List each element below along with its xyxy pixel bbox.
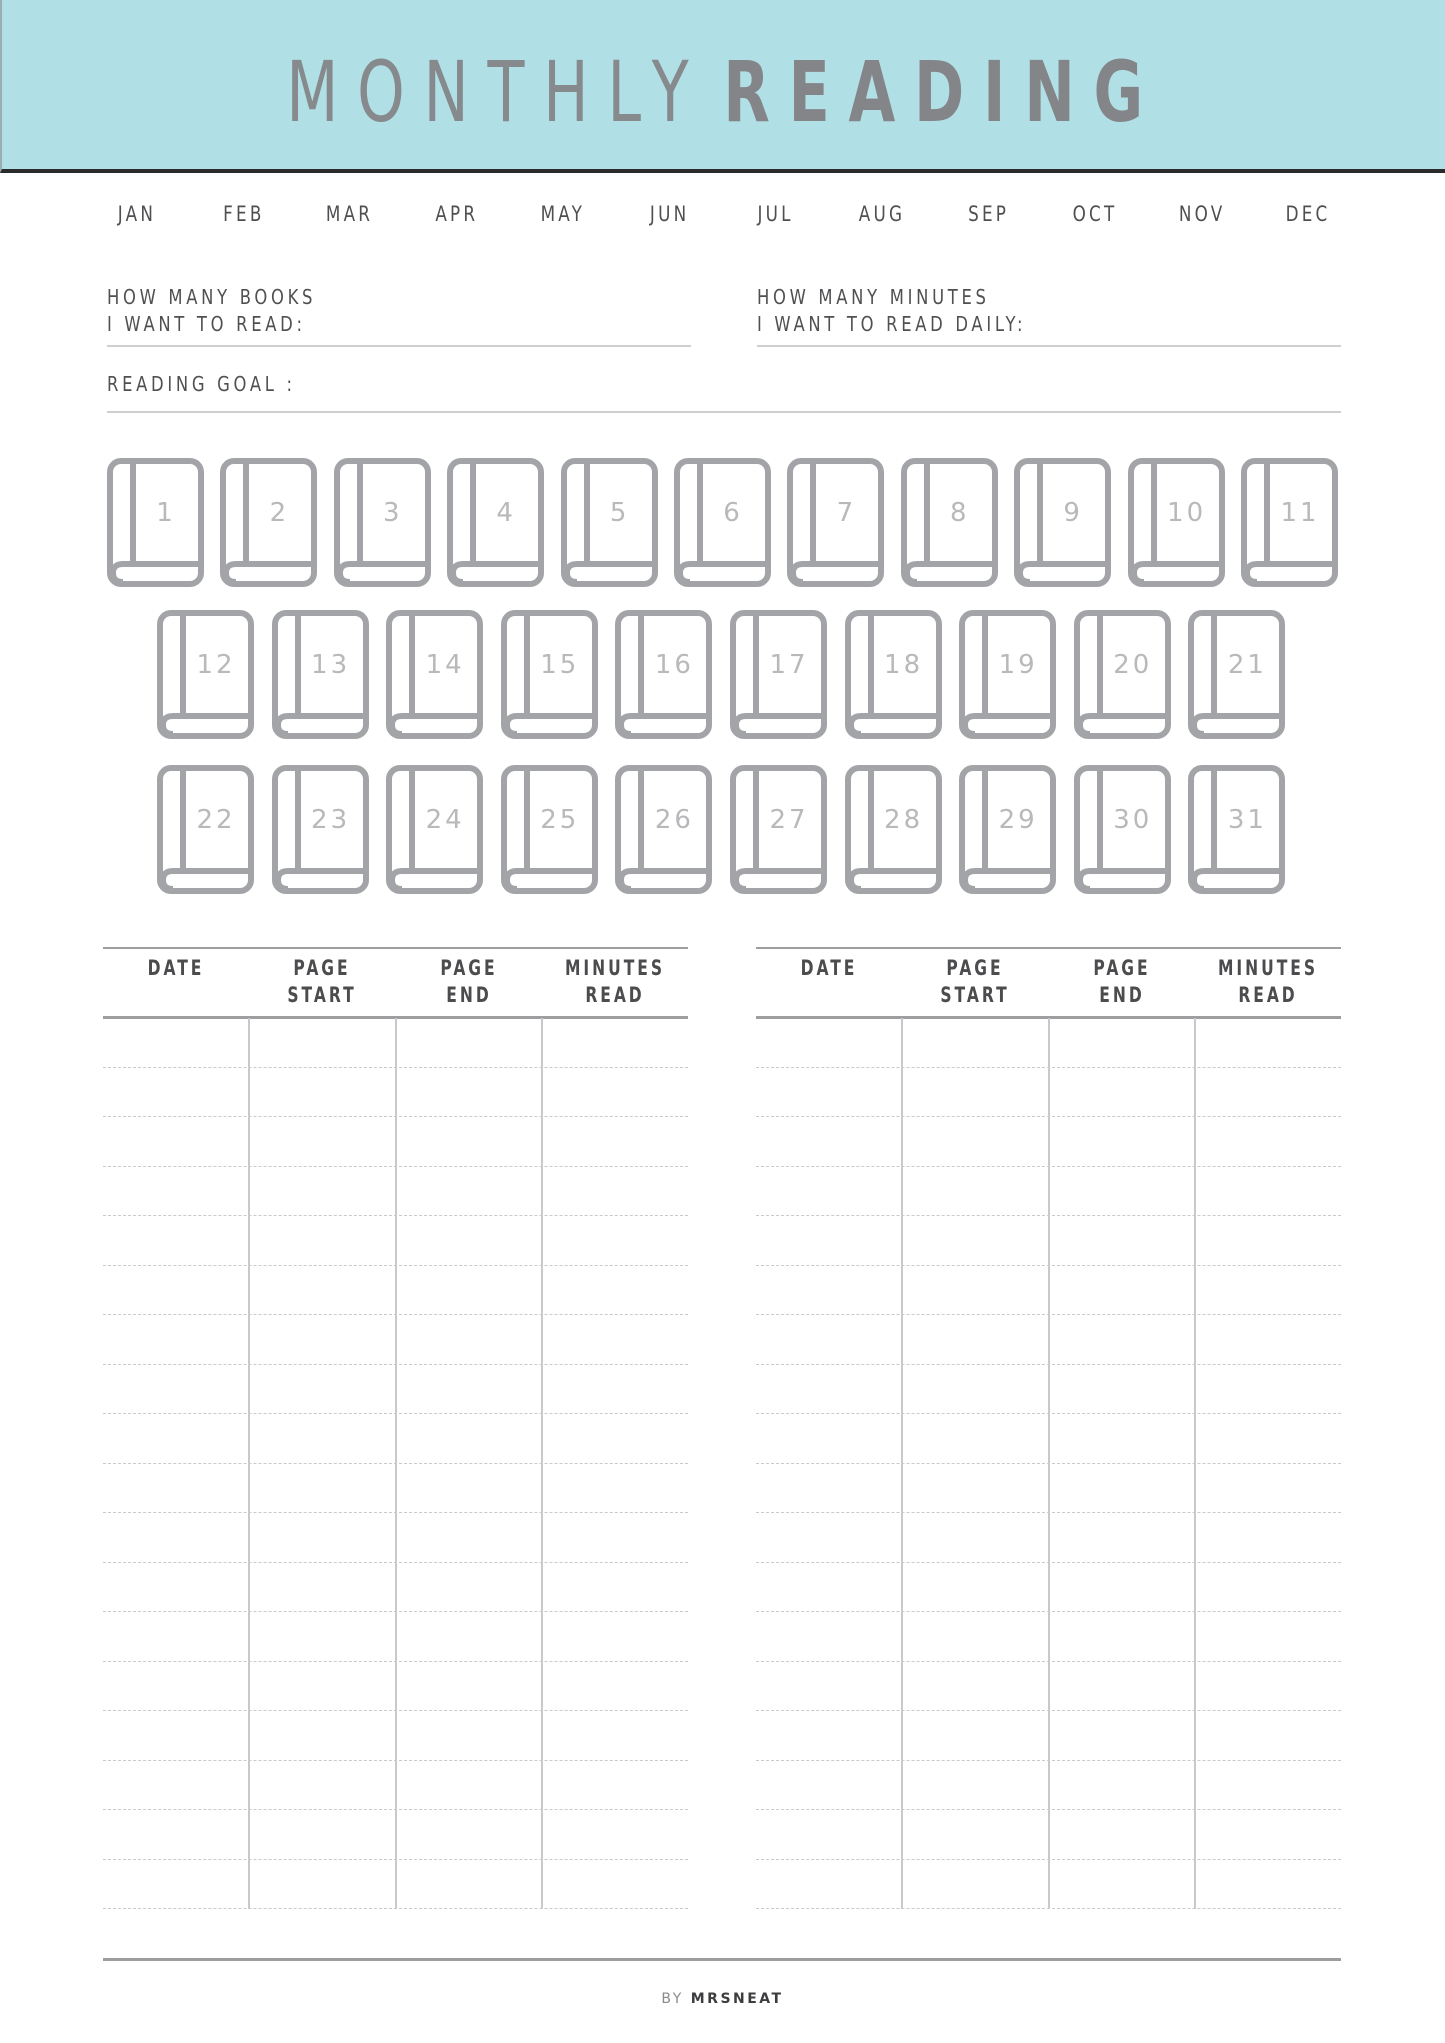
book-day-number: 23 bbox=[311, 805, 351, 835]
log-cell[interactable] bbox=[396, 1068, 542, 1118]
log-cell[interactable] bbox=[542, 1068, 688, 1118]
column-header-line1: PAGE bbox=[439, 956, 498, 980]
book-day-number: 12 bbox=[196, 650, 236, 680]
log-cell[interactable] bbox=[542, 1810, 688, 1860]
book-day-1[interactable] bbox=[107, 458, 204, 587]
log-cell[interactable] bbox=[249, 1612, 395, 1662]
log-cell[interactable] bbox=[1049, 1464, 1195, 1514]
log-cell[interactable] bbox=[1049, 1414, 1195, 1464]
book-day-5[interactable] bbox=[561, 458, 658, 587]
log-cell[interactable] bbox=[396, 1513, 542, 1563]
book-day-4[interactable] bbox=[447, 458, 544, 587]
book-day-number: 18 bbox=[884, 650, 924, 680]
log-cell[interactable] bbox=[756, 1464, 902, 1514]
log-cell[interactable] bbox=[396, 1662, 542, 1712]
log-cell[interactable] bbox=[902, 1464, 1048, 1514]
book-day-20[interactable] bbox=[1074, 610, 1171, 739]
log-cell[interactable] bbox=[902, 1266, 1048, 1316]
log-cell[interactable] bbox=[1049, 1860, 1195, 1910]
log-cell[interactable] bbox=[103, 1612, 249, 1662]
book-day-19[interactable] bbox=[959, 610, 1056, 739]
log-cell[interactable] bbox=[542, 1266, 688, 1316]
book-day-number: 17 bbox=[769, 650, 809, 680]
month-nov[interactable] bbox=[1157, 200, 1247, 228]
log-cell[interactable] bbox=[249, 1117, 395, 1167]
column-header-line2: END bbox=[1098, 983, 1145, 1007]
column-header-minutes-read bbox=[542, 955, 688, 1009]
column-header-line1: DATE bbox=[800, 956, 858, 980]
log-cell[interactable] bbox=[902, 1414, 1048, 1464]
log-cell[interactable] bbox=[1195, 1315, 1341, 1365]
log-cell[interactable] bbox=[902, 1860, 1048, 1910]
month-label: MAR bbox=[326, 202, 374, 226]
log-cell[interactable] bbox=[396, 1563, 542, 1613]
month-label: JAN bbox=[117, 202, 157, 226]
log-cell[interactable] bbox=[103, 1167, 249, 1217]
log-cell[interactable] bbox=[902, 1167, 1048, 1217]
book-day-23[interactable] bbox=[272, 765, 369, 894]
month-jul[interactable] bbox=[731, 200, 821, 228]
log-cell[interactable] bbox=[249, 1810, 395, 1860]
month-label: NOV bbox=[1178, 202, 1226, 226]
log-cell[interactable] bbox=[103, 1810, 249, 1860]
reading-goal-field[interactable] bbox=[107, 411, 1341, 413]
log-cell[interactable] bbox=[756, 1117, 902, 1167]
book-day-17[interactable] bbox=[730, 610, 827, 739]
log-cell[interactable] bbox=[249, 1167, 395, 1217]
book-day-number: 28 bbox=[884, 805, 924, 835]
log-cell[interactable] bbox=[542, 1662, 688, 1712]
log-cell[interactable] bbox=[542, 1513, 688, 1563]
book-day-number: 29 bbox=[998, 805, 1038, 835]
book-day-15[interactable] bbox=[501, 610, 598, 739]
book-day-26[interactable] bbox=[615, 765, 712, 894]
book-day-number: 15 bbox=[540, 650, 580, 680]
column-header-page-start bbox=[249, 955, 395, 1009]
book-day-number: 20 bbox=[1113, 650, 1153, 680]
log-cell[interactable] bbox=[542, 1464, 688, 1514]
book-day-3[interactable] bbox=[334, 458, 431, 587]
column-header-line2: READ bbox=[1238, 983, 1298, 1007]
book-day-9[interactable] bbox=[1014, 458, 1111, 587]
book-day-number: 30 bbox=[1113, 805, 1153, 835]
log-cell[interactable] bbox=[103, 1761, 249, 1811]
book-day-11[interactable] bbox=[1241, 458, 1338, 587]
book-day-number: 19 bbox=[998, 650, 1038, 680]
log-cell[interactable] bbox=[103, 1513, 249, 1563]
minutes-goal-label bbox=[757, 284, 1085, 338]
book-day-16[interactable] bbox=[615, 610, 712, 739]
log-cell[interactable] bbox=[756, 1365, 902, 1415]
log-cell[interactable] bbox=[756, 1414, 902, 1464]
log-cell[interactable] bbox=[756, 1018, 902, 1068]
log-cell[interactable] bbox=[902, 1117, 1048, 1167]
month-sep[interactable] bbox=[944, 200, 1034, 228]
book-day-10[interactable] bbox=[1128, 458, 1225, 587]
log-cell[interactable] bbox=[1049, 1761, 1195, 1811]
column-header-line2: START bbox=[940, 983, 1010, 1007]
title-light: MONTHLY bbox=[286, 43, 708, 141]
title-bold: READING bbox=[723, 43, 1163, 141]
book-day-number: 27 bbox=[769, 805, 809, 835]
log-cell[interactable] bbox=[756, 1315, 902, 1365]
log-cell[interactable] bbox=[542, 1018, 688, 1068]
log-cell[interactable] bbox=[756, 1068, 902, 1118]
book-day-number: 11 bbox=[1280, 498, 1320, 528]
log-cell[interactable] bbox=[902, 1315, 1048, 1365]
table-top-rule bbox=[756, 947, 1341, 949]
log-cell[interactable] bbox=[542, 1365, 688, 1415]
log-cell[interactable] bbox=[249, 1266, 395, 1316]
reading-goal-label-text: READING GOAL : bbox=[107, 372, 296, 396]
log-cell[interactable] bbox=[1049, 1266, 1195, 1316]
log-cell[interactable] bbox=[249, 1068, 395, 1118]
log-cell[interactable] bbox=[756, 1513, 902, 1563]
log-cell[interactable] bbox=[103, 1464, 249, 1514]
log-cell[interactable] bbox=[1195, 1068, 1341, 1118]
book-day-number: 24 bbox=[425, 805, 465, 835]
column-header-line2: END bbox=[445, 983, 492, 1007]
log-cell[interactable] bbox=[1049, 1662, 1195, 1712]
log-cell[interactable] bbox=[1049, 1563, 1195, 1613]
reading-goal-label bbox=[107, 371, 337, 398]
book-day-25[interactable] bbox=[501, 765, 598, 894]
log-cell[interactable] bbox=[249, 1662, 395, 1712]
credit-by: BY bbox=[661, 1991, 684, 2007]
log-cell[interactable] bbox=[542, 1761, 688, 1811]
book-day-24[interactable] bbox=[386, 765, 483, 894]
log-cell[interactable] bbox=[542, 1860, 688, 1910]
log-cell[interactable] bbox=[103, 1662, 249, 1712]
log-cell[interactable] bbox=[103, 1563, 249, 1613]
column-header-line1: DATE bbox=[147, 956, 205, 980]
book-day-14[interactable] bbox=[386, 610, 483, 739]
log-cell[interactable] bbox=[902, 1612, 1048, 1662]
book-day-number: 1 bbox=[156, 498, 176, 528]
book-day-31[interactable] bbox=[1188, 765, 1285, 894]
month-apr[interactable] bbox=[412, 200, 502, 228]
log-cell[interactable] bbox=[249, 1018, 395, 1068]
books-goal-field[interactable] bbox=[107, 345, 691, 347]
month-mar[interactable] bbox=[305, 200, 395, 228]
log-cell[interactable] bbox=[396, 1216, 542, 1266]
log-cell[interactable] bbox=[756, 1167, 902, 1217]
log-cell[interactable] bbox=[542, 1711, 688, 1761]
book-day-number: 2 bbox=[269, 498, 290, 528]
log-cell[interactable] bbox=[542, 1167, 688, 1217]
month-selector bbox=[0, 200, 1445, 228]
log-cell[interactable] bbox=[249, 1414, 395, 1464]
month-dec[interactable] bbox=[1264, 200, 1354, 228]
minutes-goal-field[interactable] bbox=[757, 345, 1341, 347]
log-cell[interactable] bbox=[1195, 1266, 1341, 1316]
column-header-date bbox=[756, 955, 902, 982]
log-cell[interactable] bbox=[103, 1117, 249, 1167]
column-header-line2: READ bbox=[585, 983, 645, 1007]
month-label: JUN bbox=[649, 202, 690, 226]
log-cell[interactable] bbox=[396, 1414, 542, 1464]
column-header-minutes-read bbox=[1195, 955, 1341, 1009]
book-day-number: 26 bbox=[654, 805, 694, 835]
month-label: AUG bbox=[859, 202, 906, 226]
book-day-number: 10 bbox=[1167, 498, 1207, 528]
book-day-30[interactable] bbox=[1074, 765, 1171, 894]
log-cell[interactable] bbox=[1195, 1167, 1341, 1217]
book-day-13[interactable] bbox=[272, 610, 369, 739]
log-cell[interactable] bbox=[756, 1761, 902, 1811]
month-label: FEB bbox=[222, 202, 265, 226]
log-cell[interactable] bbox=[396, 1365, 542, 1415]
log-cell[interactable] bbox=[542, 1563, 688, 1613]
month-jun[interactable] bbox=[625, 200, 715, 228]
table-row-divider bbox=[756, 1908, 1341, 1909]
log-cell[interactable] bbox=[396, 1018, 542, 1068]
log-cell[interactable] bbox=[396, 1117, 542, 1167]
log-cell[interactable] bbox=[542, 1216, 688, 1266]
log-cell[interactable] bbox=[1195, 1563, 1341, 1613]
log-cell[interactable] bbox=[1049, 1068, 1195, 1118]
book-day-7[interactable] bbox=[787, 458, 884, 587]
book-day-number: 6 bbox=[723, 498, 743, 528]
log-cell[interactable] bbox=[396, 1711, 542, 1761]
book-day-2[interactable] bbox=[220, 458, 317, 587]
log-cell[interactable] bbox=[396, 1464, 542, 1514]
log-cell[interactable] bbox=[249, 1464, 395, 1514]
month-jan[interactable] bbox=[92, 200, 182, 228]
table-row-divider bbox=[103, 1908, 688, 1909]
log-cell[interactable] bbox=[902, 1711, 1048, 1761]
log-cell[interactable] bbox=[756, 1563, 902, 1613]
log-cell[interactable] bbox=[1195, 1810, 1341, 1860]
book-day-number: 31 bbox=[1227, 805, 1267, 835]
log-cell[interactable] bbox=[902, 1662, 1048, 1712]
log-cell[interactable] bbox=[902, 1810, 1048, 1860]
log-cell[interactable] bbox=[1195, 1365, 1341, 1415]
log-cell[interactable] bbox=[542, 1117, 688, 1167]
month-may[interactable] bbox=[518, 200, 608, 228]
log-cell[interactable] bbox=[249, 1315, 395, 1365]
log-cell[interactable] bbox=[103, 1414, 249, 1464]
book-day-number: 16 bbox=[654, 650, 694, 680]
log-cell[interactable] bbox=[756, 1810, 902, 1860]
log-cell[interactable] bbox=[1049, 1018, 1195, 1068]
column-header-line1: MINUTES bbox=[1217, 956, 1318, 980]
log-cell[interactable] bbox=[1195, 1117, 1341, 1167]
log-cell[interactable] bbox=[902, 1216, 1048, 1266]
book-day-number: 21 bbox=[1227, 650, 1267, 680]
log-cell[interactable] bbox=[1049, 1810, 1195, 1860]
book-day-18[interactable] bbox=[845, 610, 942, 739]
log-cell[interactable] bbox=[1049, 1117, 1195, 1167]
log-cell[interactable] bbox=[249, 1365, 395, 1415]
books-goal-label bbox=[107, 284, 362, 338]
book-day-number: 4 bbox=[496, 498, 516, 528]
log-cell[interactable] bbox=[1195, 1761, 1341, 1811]
log-cell[interactable] bbox=[1049, 1216, 1195, 1266]
log-cell[interactable] bbox=[396, 1761, 542, 1811]
column-header-line2: START bbox=[287, 983, 357, 1007]
log-cell[interactable] bbox=[1049, 1612, 1195, 1662]
log-cell[interactable] bbox=[249, 1860, 395, 1910]
log-cell[interactable] bbox=[756, 1216, 902, 1266]
book-day-number: 7 bbox=[836, 498, 857, 528]
log-cell[interactable] bbox=[396, 1860, 542, 1910]
log-cell[interactable] bbox=[1195, 1018, 1341, 1068]
log-cell[interactable] bbox=[756, 1711, 902, 1761]
page-title bbox=[2, 42, 1445, 142]
log-cell[interactable] bbox=[103, 1711, 249, 1761]
log-cell[interactable] bbox=[1195, 1216, 1341, 1266]
month-label: JUL bbox=[757, 202, 795, 226]
column-header-page-end bbox=[1049, 955, 1195, 1009]
log-cell[interactable] bbox=[1195, 1464, 1341, 1514]
log-cell[interactable] bbox=[1195, 1414, 1341, 1464]
book-day-12[interactable] bbox=[157, 610, 254, 739]
book-day-number: 13 bbox=[311, 650, 351, 680]
log-cell[interactable] bbox=[103, 1860, 249, 1910]
log-cell[interactable] bbox=[756, 1612, 902, 1662]
log-cell[interactable] bbox=[1195, 1612, 1341, 1662]
log-cell[interactable] bbox=[1195, 1711, 1341, 1761]
log-cell[interactable] bbox=[103, 1018, 249, 1068]
log-cell[interactable] bbox=[902, 1365, 1048, 1415]
log-cell[interactable] bbox=[103, 1315, 249, 1365]
column-header-page-start bbox=[902, 955, 1048, 1009]
column-header-page-end bbox=[396, 955, 542, 1009]
log-cell[interactable] bbox=[103, 1365, 249, 1415]
column-header-line1: PAGE bbox=[946, 956, 1004, 980]
book-day-29[interactable] bbox=[959, 765, 1056, 894]
log-cell[interactable] bbox=[249, 1513, 395, 1563]
minutes-goal-label-line2: I WANT TO READ DAILY: bbox=[757, 312, 1027, 336]
book-day-number: 22 bbox=[196, 805, 236, 835]
log-cell[interactable] bbox=[1195, 1860, 1341, 1910]
month-aug[interactable] bbox=[838, 200, 928, 228]
column-header-line1: PAGE bbox=[293, 956, 351, 980]
log-cell[interactable] bbox=[1195, 1662, 1341, 1712]
books-goal-label-line1: HOW MANY BOOKS bbox=[107, 285, 317, 309]
column-header-line1: PAGE bbox=[1092, 956, 1151, 980]
reading-log-table-left bbox=[103, 947, 688, 1910]
log-cell[interactable] bbox=[249, 1216, 395, 1266]
book-day-27[interactable] bbox=[730, 765, 827, 894]
log-cell[interactable] bbox=[1049, 1315, 1195, 1365]
log-cell[interactable] bbox=[249, 1563, 395, 1613]
log-cell[interactable] bbox=[103, 1216, 249, 1266]
book-day-8[interactable] bbox=[901, 458, 998, 587]
log-cell[interactable] bbox=[396, 1315, 542, 1365]
log-cell[interactable] bbox=[902, 1563, 1048, 1613]
book-day-21[interactable] bbox=[1188, 610, 1285, 739]
log-cell[interactable] bbox=[756, 1266, 902, 1316]
column-header-line1: MINUTES bbox=[564, 956, 665, 980]
minutes-goal-label-line1: HOW MANY MINUTES bbox=[757, 285, 990, 309]
log-cell[interactable] bbox=[396, 1167, 542, 1217]
month-label: APR bbox=[435, 202, 478, 226]
month-label: SEP bbox=[968, 202, 1010, 226]
log-cell[interactable] bbox=[1195, 1513, 1341, 1563]
footer-credit bbox=[0, 1988, 1445, 2010]
log-cell[interactable] bbox=[249, 1711, 395, 1761]
month-feb[interactable] bbox=[199, 200, 289, 228]
month-label: MAY bbox=[540, 202, 586, 226]
reading-log-table-right bbox=[756, 947, 1341, 1910]
book-day-28[interactable] bbox=[845, 765, 942, 894]
log-cell[interactable] bbox=[1049, 1167, 1195, 1217]
log-cell[interactable] bbox=[902, 1018, 1048, 1068]
table-top-rule bbox=[103, 947, 688, 949]
page-header bbox=[0, 0, 1445, 173]
log-cell[interactable] bbox=[396, 1266, 542, 1316]
book-day-number: 3 bbox=[383, 498, 403, 528]
book-day-number: 9 bbox=[1063, 498, 1083, 528]
log-cell[interactable] bbox=[542, 1315, 688, 1365]
log-cell[interactable] bbox=[902, 1513, 1048, 1563]
log-cell[interactable] bbox=[756, 1662, 902, 1712]
book-day-number: 25 bbox=[540, 805, 580, 835]
log-cell[interactable] bbox=[1049, 1711, 1195, 1761]
books-goal-label-line2: I WANT TO READ: bbox=[107, 312, 306, 336]
column-header-date bbox=[103, 955, 249, 982]
book-day-number: 8 bbox=[950, 498, 970, 528]
log-cell[interactable] bbox=[1049, 1365, 1195, 1415]
log-cell[interactable] bbox=[103, 1068, 249, 1118]
log-cell[interactable] bbox=[396, 1810, 542, 1860]
log-cell[interactable] bbox=[756, 1860, 902, 1910]
book-day-number: 5 bbox=[609, 498, 630, 528]
log-cell[interactable] bbox=[1049, 1513, 1195, 1563]
log-cell[interactable] bbox=[902, 1761, 1048, 1811]
book-day-6[interactable] bbox=[674, 458, 771, 587]
month-label: OCT bbox=[1073, 202, 1118, 226]
credit-brand: MRSNEAT bbox=[690, 1991, 784, 2007]
log-cell[interactable] bbox=[103, 1266, 249, 1316]
log-cell[interactable] bbox=[396, 1612, 542, 1662]
month-oct[interactable] bbox=[1051, 200, 1141, 228]
log-cell[interactable] bbox=[542, 1612, 688, 1662]
log-cell[interactable] bbox=[902, 1068, 1048, 1118]
log-cell[interactable] bbox=[249, 1761, 395, 1811]
month-label: DEC bbox=[1286, 202, 1331, 226]
footer-divider bbox=[103, 1958, 1341, 1961]
log-cell[interactable] bbox=[542, 1414, 688, 1464]
book-day-22[interactable] bbox=[157, 765, 254, 894]
book-day-number: 14 bbox=[425, 650, 465, 680]
